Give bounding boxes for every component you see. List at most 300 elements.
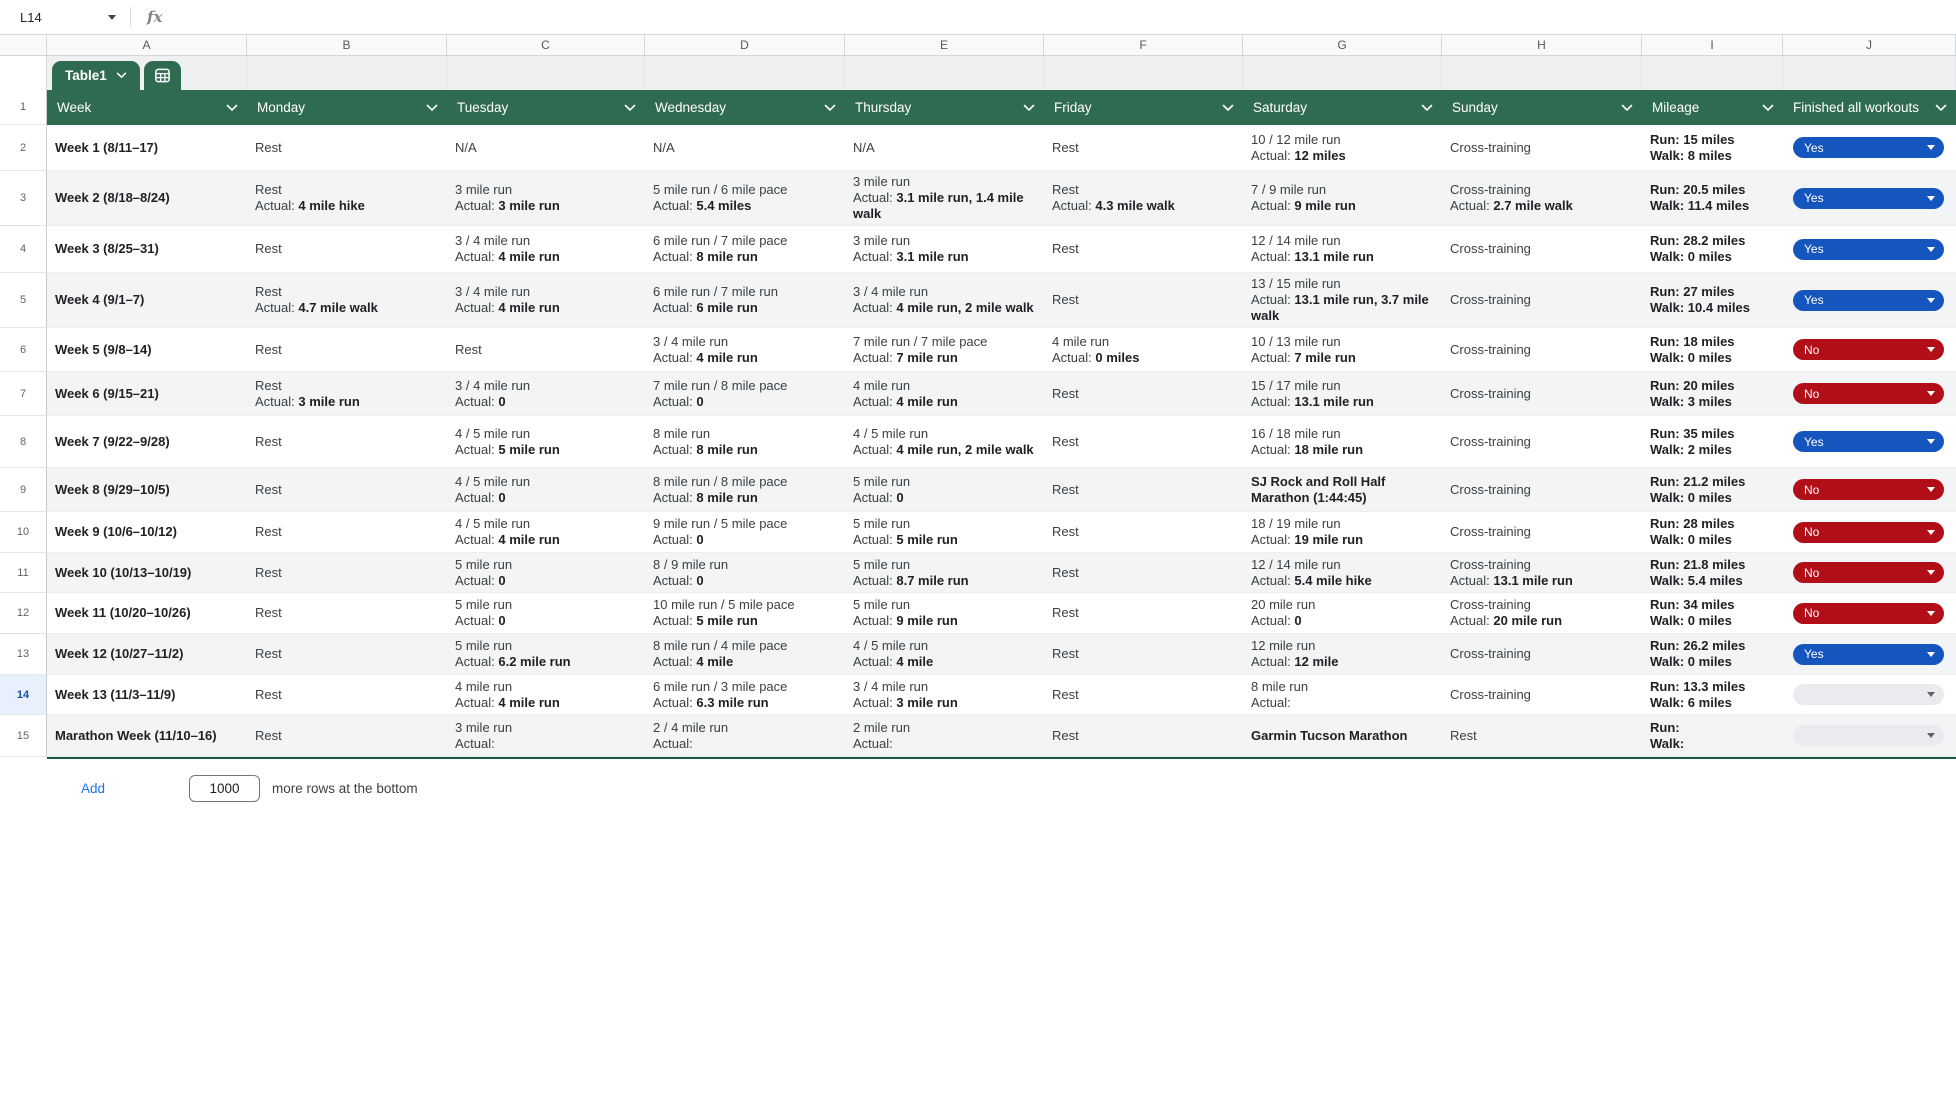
cell-text-line: Walk: 11.4 miles [1650, 198, 1750, 213]
cell-wednesday[interactable] [645, 416, 845, 468]
cell-finished-all-workouts [1783, 125, 1956, 171]
cell-text-line: 8 mile run [653, 425, 711, 441]
column-header-mileage[interactable] [1642, 90, 1783, 125]
cell-text-line: Actual: 8.7 mile run [853, 572, 969, 588]
cell-sunday[interactable] [1442, 675, 1642, 715]
cell-text-line: 12 mile run [1251, 638, 1316, 653]
cell-monday[interactable] [247, 593, 447, 634]
cell-text-line: Walk: 10.4 miles [1650, 300, 1750, 315]
cell-tuesday[interactable] [447, 328, 645, 372]
cell-text-line: 3 mile run [455, 719, 513, 735]
cell-saturday[interactable] [1243, 593, 1442, 634]
cell-week[interactable] [47, 171, 247, 226]
cell-mileage[interactable] [1642, 634, 1783, 675]
cell-monday[interactable] [247, 512, 447, 553]
cell-thursday[interactable] [845, 372, 1044, 416]
add-rows-button[interactable]: Add [81, 780, 106, 796]
cell-thursday[interactable] [845, 675, 1044, 715]
row-gutter-cell [0, 56, 47, 90]
cell-week[interactable] [47, 593, 247, 634]
cell-sunday[interactable] [1442, 715, 1642, 757]
cell-text-line: Actual: 4 mile [653, 654, 734, 669]
chevron-down-icon [226, 104, 238, 112]
cell-thursday[interactable] [845, 226, 1044, 273]
cell-text-line: Week 7 (9/22–9/28) [55, 433, 170, 449]
cell-tuesday[interactable] [447, 593, 645, 634]
cell-saturday[interactable] [1243, 171, 1442, 226]
header-label: Saturday [1253, 100, 1308, 115]
cell-friday[interactable] [1044, 634, 1243, 675]
cell-text-line: Run: 26.2 miles [1650, 638, 1746, 653]
cell-sunday[interactable] [1442, 273, 1642, 328]
cell-text-line: Rest [255, 605, 282, 620]
cell-text-line: 12 / 14 mile run [1251, 556, 1341, 572]
cell-text-line: Actual: 4.3 mile walk [1052, 198, 1175, 213]
cell-finished-all-workouts [1783, 512, 1956, 553]
cell-week[interactable] [47, 273, 247, 328]
column-header-row [0, 34, 1956, 56]
cell-text-line: Rest [1052, 182, 1079, 197]
column-header-sunday[interactable] [1442, 90, 1642, 125]
row-number-9[interactable]: 9 [0, 468, 47, 512]
cell-sunday[interactable] [1442, 553, 1642, 593]
cell-week[interactable] [47, 226, 247, 273]
cell-text-line: Actual: 0 [853, 489, 904, 505]
finished-dropdown[interactable] [1793, 684, 1944, 705]
finished-dropdown[interactable] [1793, 562, 1944, 583]
cell-sunday[interactable] [1442, 328, 1642, 372]
cell-wednesday[interactable] [645, 125, 845, 171]
row-number-5[interactable]: 5 [0, 273, 47, 328]
table-row [0, 372, 1956, 416]
cell-saturday[interactable] [1243, 125, 1442, 171]
cell-text-line: Rest [255, 564, 282, 580]
cell-monday[interactable] [247, 468, 447, 512]
cell-week[interactable] [47, 634, 247, 675]
table-row [0, 273, 1956, 328]
column-header-friday[interactable] [1044, 90, 1243, 125]
cell-text-line: Actual: 4.7 mile walk [255, 300, 378, 315]
finished-dropdown[interactable] [1793, 522, 1944, 543]
row-count-input[interactable] [189, 775, 260, 802]
row-number-7[interactable]: 7 [0, 372, 47, 416]
row-number-2[interactable]: 2 [0, 125, 47, 171]
cell-text-line: Rest [255, 524, 282, 539]
cell-text-line: Week 11 (10/20–10/26) [55, 605, 191, 620]
cell-wednesday[interactable] [645, 634, 845, 675]
row-number-4[interactable]: 4 [0, 226, 47, 273]
cell-text-line: Cross-training [1450, 139, 1531, 155]
cell-mileage[interactable] [1642, 715, 1783, 757]
cell-text-line: Rest [255, 481, 282, 497]
finished-dropdown[interactable] [1793, 725, 1944, 746]
cell-text-line: Rest [255, 686, 282, 702]
cell-tuesday[interactable] [447, 416, 645, 468]
finished-dropdown[interactable] [1793, 290, 1944, 311]
cell-text-line: 5 mile run [853, 473, 911, 489]
cell-text-line: Cross-training [1450, 481, 1531, 497]
cell-saturday[interactable] [1243, 715, 1442, 757]
name-box-dropdown-icon[interactable] [108, 15, 116, 20]
cell-saturday[interactable] [1243, 512, 1442, 553]
cell-thursday[interactable] [845, 468, 1044, 512]
column-letter-j[interactable]: J [1783, 35, 1956, 55]
cell-monday[interactable] [247, 273, 447, 328]
cell-tuesday[interactable] [447, 634, 645, 675]
row-number-14[interactable]: 14 [0, 675, 47, 715]
header-label: Wednesday [655, 100, 727, 115]
cell-monday[interactable] [247, 675, 447, 715]
training-table [0, 90, 1956, 759]
cell-monday[interactable] [247, 171, 447, 226]
cell-wednesday[interactable] [645, 226, 845, 273]
cell-text-line: Actual: 3 mile run [455, 198, 560, 213]
cell-wednesday[interactable] [645, 468, 845, 512]
cell-text-line: Rest [1052, 727, 1079, 743]
grid-cell [247, 56, 447, 90]
cell-wednesday[interactable] [645, 328, 845, 372]
cell-text-line: Actual: 9 mile run [1251, 198, 1356, 213]
cell-mileage[interactable] [1642, 416, 1783, 468]
cell-monday[interactable] [247, 372, 447, 416]
cell-friday[interactable] [1044, 125, 1243, 171]
finished-dropdown[interactable] [1793, 603, 1944, 624]
cell-thursday[interactable] [845, 328, 1044, 372]
cell-monday[interactable] [247, 328, 447, 372]
dropdown-arrow-icon [1927, 145, 1935, 150]
cell-text-line: Rest [255, 377, 282, 393]
finished-dropdown[interactable] [1793, 239, 1944, 260]
cell-text-line: Week 12 (10/27–11/2) [55, 646, 184, 661]
grid-cell [1243, 56, 1442, 90]
table-row [0, 512, 1956, 553]
cell-sunday[interactable] [1442, 125, 1642, 171]
dropdown-value: No [1804, 525, 1820, 539]
table-row [0, 553, 1956, 593]
cell-text-line: Rest [1052, 241, 1079, 256]
cell-week[interactable] [47, 328, 247, 372]
cell-text-line: Week 4 (9/1–7) [55, 292, 145, 307]
cell-text-line: 2 mile run [853, 719, 911, 735]
cell-text-line: 7 mile run / 7 mile pace [853, 333, 988, 349]
column-header-monday[interactable] [247, 90, 447, 125]
cell-saturday[interactable] [1243, 468, 1442, 512]
cell-tuesday[interactable] [447, 553, 645, 593]
finished-dropdown[interactable] [1793, 479, 1944, 500]
row-number-13[interactable]: 13 [0, 634, 47, 675]
cell-friday[interactable] [1044, 675, 1243, 715]
chevron-down-icon [1935, 104, 1947, 112]
cell-text-line: Actual: 20 mile run [1450, 613, 1563, 628]
cell-text-line: Actual: 7 mile run [1251, 349, 1356, 365]
cell-sunday[interactable] [1442, 372, 1642, 416]
dropdown-value: Yes [1804, 242, 1824, 256]
column-letter-b[interactable]: B [247, 35, 447, 55]
dropdown-arrow-icon [1927, 298, 1935, 303]
column-header-wednesday[interactable] [645, 90, 845, 125]
cell-mileage[interactable] [1642, 125, 1783, 171]
cell-text-line: 12 / 14 mile run [1251, 233, 1341, 248]
column-header-thursday[interactable] [845, 90, 1044, 125]
cell-text-line: Actual: 0 miles [1052, 349, 1140, 365]
cell-friday[interactable] [1044, 226, 1243, 273]
cell-sunday[interactable] [1442, 226, 1642, 273]
column-header-finished-all-workouts[interactable] [1783, 90, 1956, 125]
cell-text-line: Rest [1052, 292, 1079, 307]
cell-text-line: 9 mile run / 5 mile pace [653, 516, 788, 531]
cell-text-line: Actual: 4 mile run [455, 300, 560, 315]
cell-monday[interactable] [247, 553, 447, 593]
dropdown-value: No [1804, 565, 1820, 580]
cell-friday[interactable] [1044, 273, 1243, 328]
cell-friday[interactable] [1044, 512, 1243, 553]
cell-mileage[interactable] [1642, 593, 1783, 634]
cell-tuesday[interactable] [447, 372, 645, 416]
cell-text-line: 10 / 12 mile run [1251, 131, 1341, 147]
cell-tuesday[interactable] [447, 715, 645, 757]
cell-mileage[interactable] [1642, 226, 1783, 273]
cell-monday[interactable] [247, 416, 447, 468]
cell-wednesday[interactable] [645, 553, 845, 593]
cell-text-line: Walk: 5.4 miles [1650, 572, 1743, 588]
row-number-6[interactable]: 6 [0, 328, 47, 372]
cell-friday[interactable] [1044, 328, 1243, 372]
cell-text-line: Rest [1052, 139, 1079, 155]
cell-saturday[interactable] [1243, 675, 1442, 715]
dropdown-arrow-icon [1927, 247, 1935, 252]
cell-week[interactable] [47, 125, 247, 171]
cell-mileage[interactable] [1642, 273, 1783, 328]
cell-monday[interactable] [247, 125, 447, 171]
cell-thursday[interactable] [845, 416, 1044, 468]
cell-week[interactable] [47, 675, 247, 715]
header-label: Mileage [1652, 100, 1700, 115]
cell-saturday[interactable] [1243, 328, 1442, 372]
cell-week[interactable] [47, 715, 247, 757]
cell-wednesday[interactable] [645, 675, 845, 715]
cell-tuesday[interactable] [447, 675, 645, 715]
cell-tuesday[interactable] [447, 226, 645, 273]
cell-text-line: Rest [1052, 564, 1079, 580]
row-number-3[interactable]: 3 [0, 171, 47, 226]
cell-week[interactable] [47, 372, 247, 416]
cell-text-line: Actual: 0 [653, 393, 704, 409]
cell-mileage[interactable] [1642, 171, 1783, 226]
cell-wednesday[interactable] [645, 273, 845, 328]
cell-sunday[interactable] [1442, 416, 1642, 468]
finished-dropdown[interactable] [1793, 137, 1944, 158]
cell-wednesday[interactable] [645, 593, 845, 634]
cell-text-line: 5 mile run [455, 638, 513, 653]
finished-dropdown[interactable] [1793, 339, 1944, 360]
cell-friday[interactable] [1044, 553, 1243, 593]
cell-wednesday[interactable] [645, 171, 845, 226]
row-number-11[interactable]: 11 [0, 553, 47, 593]
cell-text-line: 15 / 17 mile run [1251, 377, 1341, 393]
cell-sunday[interactable] [1442, 468, 1642, 512]
cell-sunday[interactable] [1442, 593, 1642, 634]
name-box[interactable] [20, 10, 116, 25]
cell-friday[interactable] [1044, 372, 1243, 416]
finished-dropdown[interactable] [1793, 644, 1944, 665]
cell-wednesday[interactable] [645, 715, 845, 757]
table-name-button[interactable] [52, 61, 140, 90]
cell-mileage[interactable] [1642, 553, 1783, 593]
cell-sunday[interactable] [1442, 171, 1642, 226]
cell-tuesday[interactable] [447, 125, 645, 171]
cell-text-line: Run: 21.2 miles [1650, 473, 1746, 489]
cell-thursday[interactable] [845, 593, 1044, 634]
cell-mileage[interactable] [1642, 328, 1783, 372]
cell-text-line: 7 / 9 mile run [1251, 182, 1327, 197]
cell-monday[interactable] [247, 715, 447, 757]
cell-text-line: Actual: [455, 735, 495, 751]
cell-saturday[interactable] [1243, 634, 1442, 675]
cell-sunday[interactable] [1442, 512, 1642, 553]
header-label: Tuesday [457, 100, 509, 115]
cell-mileage[interactable] [1642, 372, 1783, 416]
table-chip-band [0, 56, 1956, 90]
column-header-saturday[interactable] [1243, 90, 1442, 125]
cell-friday[interactable] [1044, 593, 1243, 634]
cell-wednesday[interactable] [645, 372, 845, 416]
cell-text-line: 5 mile run / 6 mile pace [653, 182, 788, 197]
cell-text-line: Run: 21.8 miles [1650, 556, 1746, 572]
cell-text-line: Rest [255, 433, 282, 449]
cell-week[interactable] [47, 553, 247, 593]
cell-text-line: Actual: 2.7 mile walk [1450, 198, 1573, 213]
cell-text-line: Run: 18 miles [1650, 333, 1735, 349]
chevron-down-icon [824, 104, 836, 112]
column-letter-h[interactable]: H [1442, 35, 1642, 55]
cell-text-line: Actual: 0 [1251, 613, 1302, 628]
cell-text-line: 4 / 5 mile run [853, 425, 929, 441]
row-number-12[interactable]: 12 [0, 593, 47, 634]
table-bottom-border [47, 757, 1956, 759]
cell-text-line: Walk: 3 miles [1650, 393, 1732, 409]
add-rows-suffix: more rows at the bottom [272, 780, 418, 796]
header-label: Finished all workouts [1793, 100, 1920, 115]
header-label: Thursday [855, 100, 912, 115]
cell-text-line: 3 mile run [853, 174, 911, 189]
cell-mileage[interactable] [1642, 512, 1783, 553]
cell-text-line: Walk: 0 miles [1650, 654, 1732, 669]
cell-text-line: 3 / 4 mile run [853, 284, 929, 299]
cell-text-line: Week 9 (10/6–10/12) [55, 524, 177, 539]
cell-mileage[interactable] [1642, 675, 1783, 715]
cell-monday[interactable] [247, 634, 447, 675]
cell-week[interactable] [47, 512, 247, 553]
cell-text-line: Rest [255, 727, 282, 743]
cell-thursday[interactable] [845, 553, 1044, 593]
grid-cell [1442, 56, 1642, 90]
cell-week[interactable] [47, 416, 247, 468]
cell-text-line: Rest [255, 284, 282, 299]
cell-text-line: Actual: 0 [455, 572, 506, 588]
finished-dropdown[interactable] [1793, 188, 1944, 209]
column-letter-c[interactable]: C [447, 35, 645, 55]
cell-text-line: Actual: 5 mile run [653, 613, 758, 628]
finished-dropdown[interactable] [1793, 431, 1944, 452]
cell-text-line: 3 / 4 mile run [653, 333, 729, 349]
dropdown-value: No [1804, 386, 1820, 401]
column-header-tuesday[interactable] [447, 90, 645, 125]
column-letter-f[interactable]: F [1044, 35, 1243, 55]
cell-mileage[interactable] [1642, 468, 1783, 512]
cell-saturday[interactable] [1243, 372, 1442, 416]
cell-friday[interactable] [1044, 468, 1243, 512]
column-letter-g[interactable]: G [1243, 35, 1442, 55]
toolbar-divider [130, 7, 131, 27]
table-row [0, 328, 1956, 372]
cell-sunday[interactable] [1442, 634, 1642, 675]
cell-saturday[interactable] [1243, 416, 1442, 468]
cell-thursday[interactable] [845, 715, 1044, 757]
cell-finished-all-workouts [1783, 593, 1956, 634]
column-letter-a[interactable]: A [47, 35, 247, 55]
grid-cell [645, 56, 845, 90]
cell-text-line: 5 mile run [853, 516, 911, 531]
cell-thursday[interactable] [845, 634, 1044, 675]
cell-text-line: 4 / 5 mile run [455, 516, 531, 531]
column-letter-d[interactable]: D [645, 35, 845, 55]
cell-wednesday[interactable] [645, 512, 845, 553]
cell-saturday[interactable] [1243, 226, 1442, 273]
cell-text-line: Week 1 (8/11–17) [55, 139, 159, 155]
cell-friday[interactable] [1044, 416, 1243, 468]
cell-text-line: Week 8 (9/29–10/5) [55, 481, 170, 497]
cell-saturday[interactable] [1243, 273, 1442, 328]
cell-finished-all-workouts [1783, 372, 1956, 416]
cell-thursday[interactable] [845, 273, 1044, 328]
grid-cell [1642, 56, 1783, 90]
cell-tuesday[interactable] [447, 273, 645, 328]
column-letter-i[interactable]: I [1642, 35, 1783, 55]
cell-tuesday[interactable] [447, 512, 645, 553]
cell-text-line: 10 / 13 mile run [1251, 333, 1341, 349]
table-row [0, 715, 1956, 757]
cell-text-line: Actual: 3.1 mile run [853, 249, 969, 264]
cell-saturday[interactable] [1243, 553, 1442, 593]
row-number-15[interactable]: 15 [0, 715, 47, 757]
row-number-1[interactable]: 1 [0, 90, 47, 125]
cell-week[interactable] [47, 468, 247, 512]
cell-thursday[interactable] [845, 125, 1044, 171]
dropdown-value: No [1804, 342, 1820, 357]
finished-dropdown[interactable] [1793, 383, 1944, 404]
column-letter-e[interactable]: E [845, 35, 1044, 55]
table-options-button[interactable] [144, 61, 181, 90]
cell-tuesday[interactable] [447, 468, 645, 512]
table-row [0, 675, 1956, 715]
cell-tuesday[interactable] [447, 171, 645, 226]
cell-text-line: Run: 35 miles [1650, 425, 1735, 441]
column-header-week[interactable] [47, 90, 247, 125]
cell-monday[interactable] [247, 226, 447, 273]
cell-finished-all-workouts [1783, 675, 1956, 715]
dropdown-arrow-icon [1927, 439, 1935, 444]
cell-friday[interactable] [1044, 715, 1243, 757]
cell-thursday[interactable] [845, 512, 1044, 553]
cell-thursday[interactable] [845, 171, 1044, 226]
cell-friday[interactable] [1044, 171, 1243, 226]
header-label: Friday [1054, 100, 1092, 115]
cell-text-line: 3 mile run [455, 182, 513, 197]
cell-text-line: Rest [1052, 524, 1079, 539]
cell-text-line: 8 mile run [1251, 678, 1309, 694]
row-number-8[interactable]: 8 [0, 416, 47, 468]
row-number-10[interactable]: 10 [0, 512, 47, 553]
